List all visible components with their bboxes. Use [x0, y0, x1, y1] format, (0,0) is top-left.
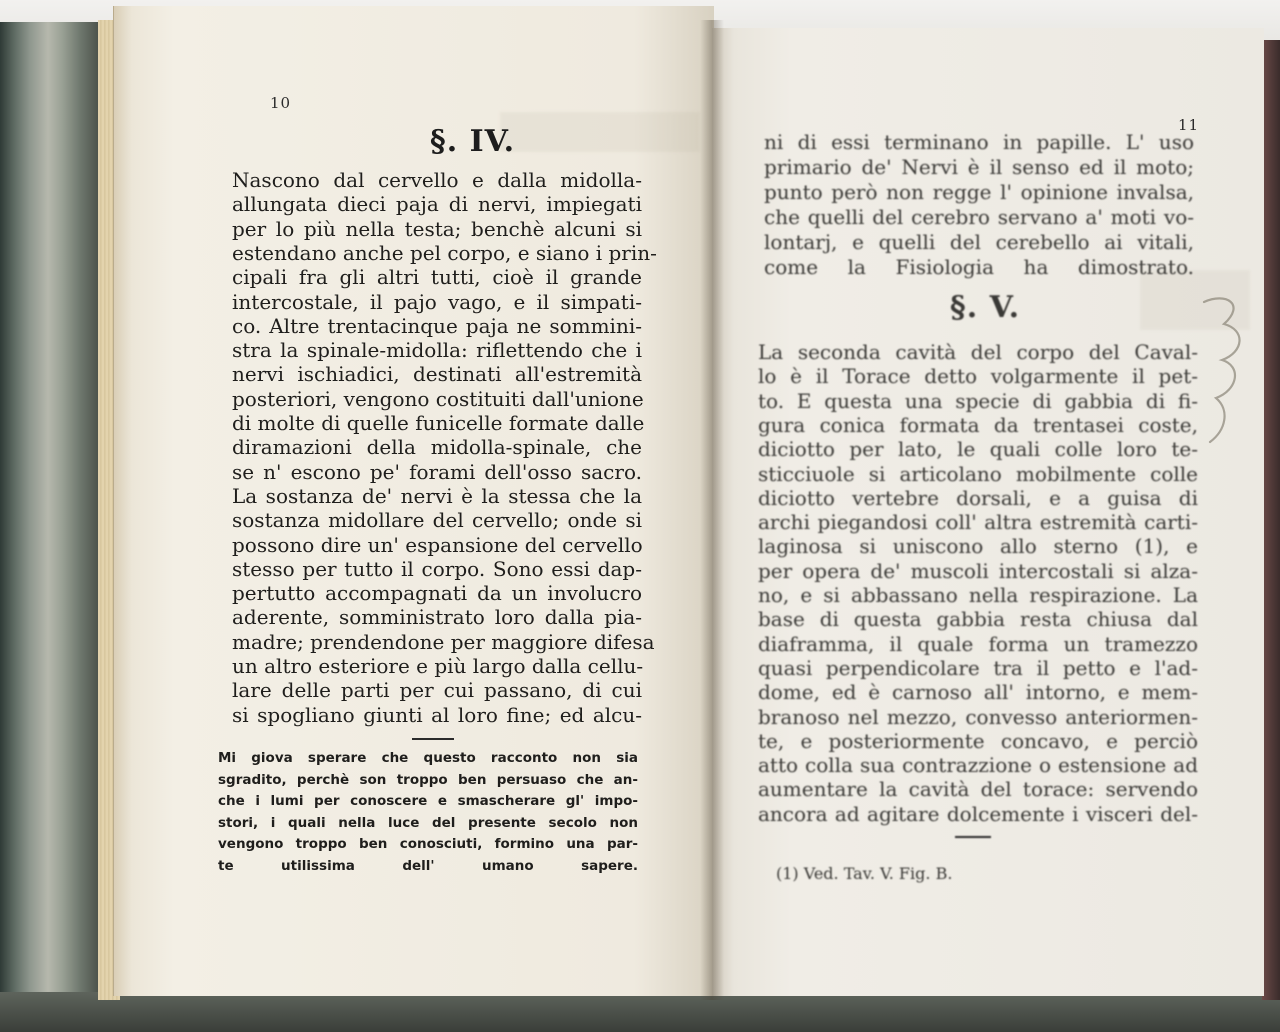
book-cover-right-edge: [1262, 40, 1280, 1000]
text-line: Nascono dal cervello e dalla midolla-: [232, 168, 642, 192]
text-line: intercostale, il pajo vago, e il simpati-: [232, 289, 642, 314]
right-section-heading: §. V.: [950, 290, 1021, 325]
text-line: come la Fisiologia ha dimostrato.: [764, 255, 1194, 279]
footnote-line: sgradito, perchè son troppo ben persuaso che an-: [218, 771, 638, 788]
text-line: punto però non regge l' opinione invalsa,: [764, 180, 1194, 204]
text-line: diciotto vertebre dorsali, e a guisa di: [758, 485, 1198, 510]
text-line: si spogliano giunti al loro fine; ed alcu-: [232, 702, 642, 727]
text-line: quasi perpendicolare tra il petto e l'ad-: [758, 655, 1198, 680]
text-line: diciotto per lato, le quali colle loro te-: [758, 437, 1198, 462]
text-line: te, e posteriormente concavo, e perciò: [758, 728, 1198, 753]
text-line: nervi ischiadici, destinati all'estremità: [232, 362, 642, 387]
footnote-line: che i lumi per conoscere e smascherare gl' impo-: [218, 793, 638, 810]
text-line: possono dire un' espansione del cervello: [232, 532, 643, 557]
text-line: pertutto accompagnati da un involucro: [232, 581, 642, 606]
text-line: dome, ed è carnoso all' intorno, e mem-: [758, 680, 1198, 705]
text-line: estendano anche pel corpo, e siano i prin-: [232, 240, 657, 265]
text-line: se n' escono pe' forami dell'osso sacro.: [232, 459, 642, 484]
text-line: atto colla sua contrazzione o estensione ad: [758, 753, 1198, 778]
text-line: to. E questa una specie di gabbia di fi-: [758, 388, 1198, 413]
text-line: per lo più nella testa; benchè alcuni si: [232, 216, 642, 241]
text-line: La seconda cavità del corpo del Caval-: [758, 340, 1198, 364]
text-line: La sostanza de' nervi è la stessa che la: [232, 483, 642, 508]
footnote-line: stori, i quali nella luce del presente secolo non: [218, 814, 638, 831]
text-line: madre; prendendone per maggiore difesa: [232, 629, 655, 654]
left-page-number: 10: [270, 94, 292, 112]
bleed-through-shadow: [500, 112, 700, 152]
text-line: di molte di quelle funicelle formate dalle: [232, 411, 645, 435]
text-line: posteriori, vengono costituiti dall'unione: [232, 386, 644, 411]
book-gutter: [700, 20, 724, 1000]
pencil-annotation: [1186, 290, 1266, 450]
text-line: aumentare la cavità del torace: servendo: [758, 777, 1198, 802]
footnote-separator: [955, 836, 991, 838]
text-line: ni di essi terminano in papille. L' uso: [764, 130, 1194, 154]
text-line: laginosa si uniscono allo sterno (1), e: [758, 534, 1198, 559]
text-line: lontarj, e quelli del cerebello ai vitali,: [764, 230, 1194, 254]
text-line: gura conica formata da trentasei coste,: [758, 412, 1198, 437]
text-line: branoso nel mezzo, convesso anteriormen-: [758, 704, 1198, 729]
text-line: lare delle parti per cui passano, di cui: [232, 678, 642, 703]
text-line: stesso per tutto il corpo. Sono essi dap-: [232, 556, 642, 581]
footnote-line: vengono troppo ben conosciuti, formino una par-: [218, 836, 638, 853]
text-line: allungata dieci paja di nervi, impiegati: [232, 192, 642, 217]
text-line: no, e si abbassano nella respirazione. La: [758, 583, 1198, 607]
text-line: un altro esteriore e più largo dalla cellu-: [232, 654, 644, 678]
text-line: ancora ad agitare dolcemente i visceri del-: [758, 801, 1198, 826]
text-line: sticciuole si articolano mobilmente colle: [758, 461, 1198, 486]
text-line: co. Altre trentacinque paja ne sommini-: [232, 313, 642, 338]
text-line: base di questa gabbia resta chiusa dal: [758, 607, 1198, 632]
text-line: archi piegandosi coll' altra estremità carti-: [758, 510, 1198, 535]
text-line: stra la spinale-midolla: riflettendo che i: [232, 338, 642, 363]
text-line: cipali fra gli altri tutti, cioè il grande: [232, 265, 642, 290]
footnote-line: te utilissima dell' umano sapere.: [218, 858, 638, 874]
text-line: sostanza midollare del cervello; onde si: [232, 508, 642, 533]
right-page-number: 11: [1178, 116, 1200, 134]
text-line: primario de' Nervi è il senso ed il moto;: [764, 155, 1194, 179]
footnote-line: (1) Ved. Tav. V. Fig. B.: [776, 864, 953, 883]
text-line: diramazioni della midolla-spinale, che: [232, 435, 642, 460]
text-line: lo è il Torace detto volgarmente il pet-: [758, 364, 1198, 389]
footnote-line: Mi giova sperare che questo racconto non sia: [218, 750, 638, 766]
footnote-separator: [412, 738, 454, 740]
text-line: per opera de' muscoli intercostali si alza-: [758, 558, 1198, 583]
text-line: aderente, somministrato loro dalla pia-: [232, 605, 642, 630]
text-line: che quelli del cerebro servano a' moti vo-: [764, 205, 1194, 229]
text-line: diaframma, il quale forma un tramezzo: [758, 631, 1198, 656]
book-cover-bottom-edge: [0, 992, 1280, 1032]
left-section-heading: §. IV.: [430, 124, 516, 159]
